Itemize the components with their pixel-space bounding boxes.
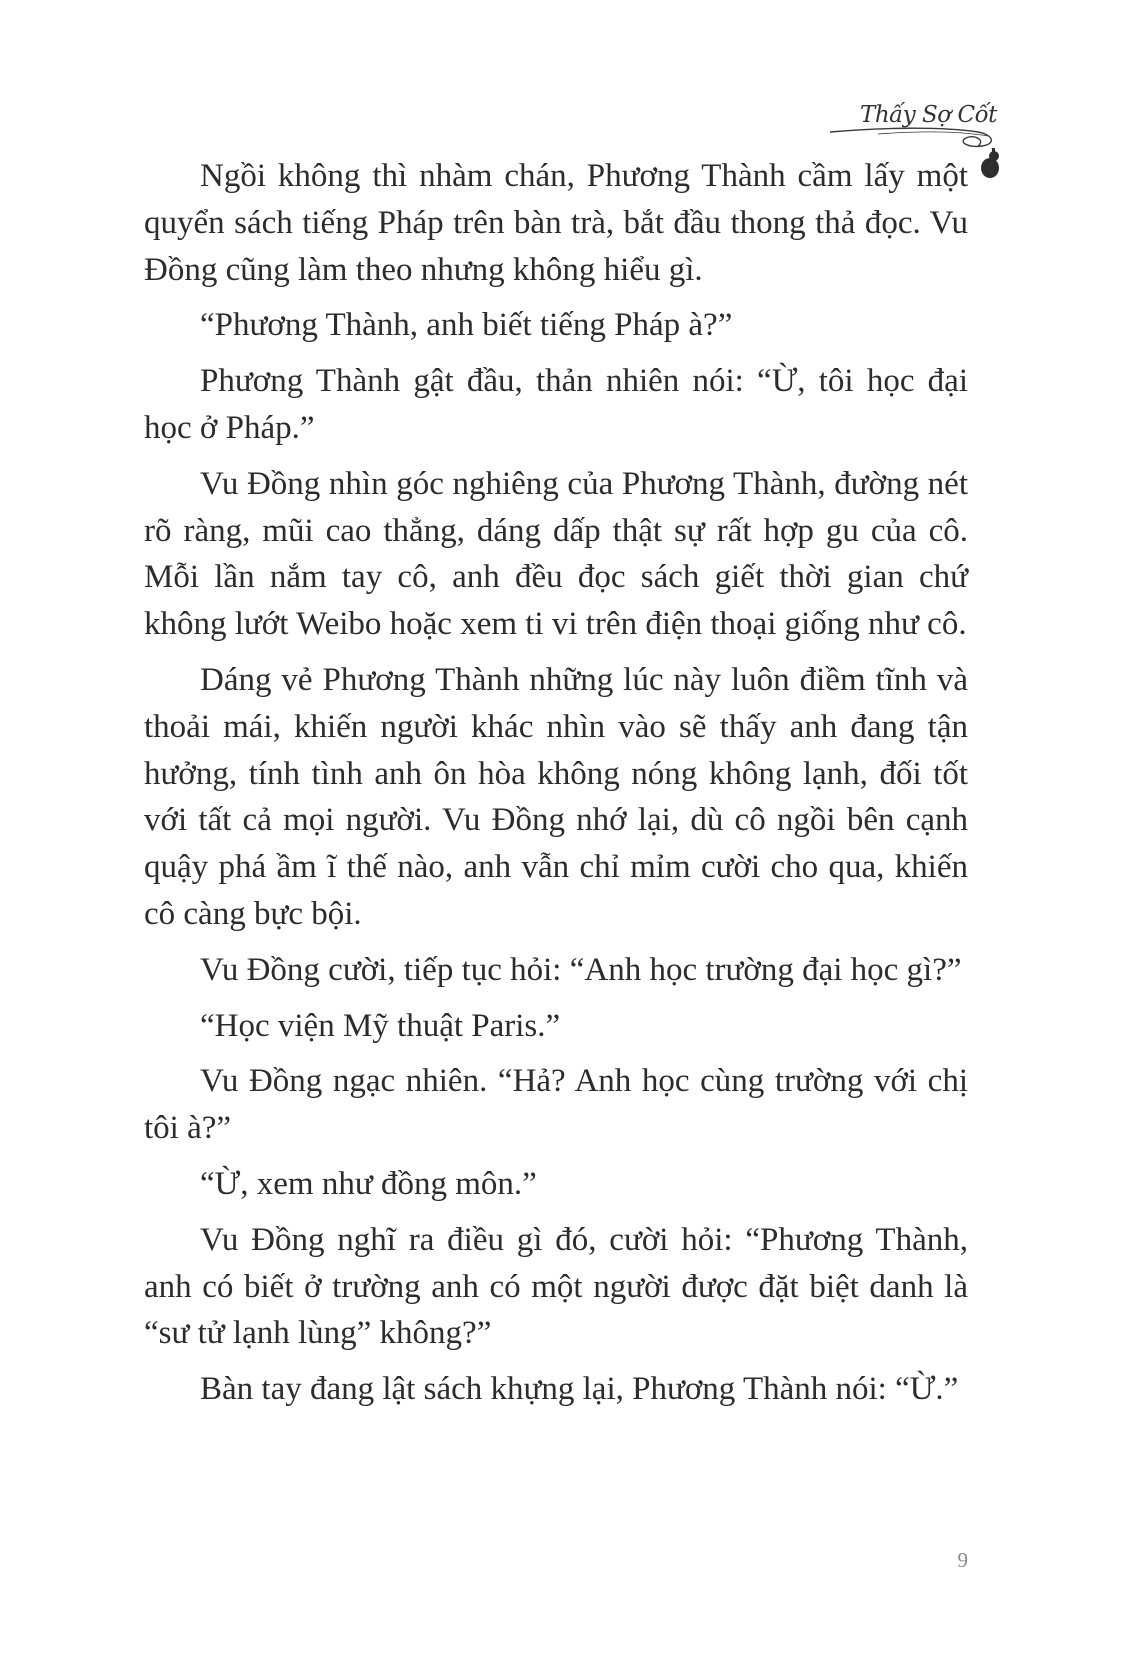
paragraph: Vu Đồng cười, tiếp tục hỏi: “Anh học trường đại học gì?” bbox=[200, 951, 962, 988]
paragraph: Vu Đồng nhìn góc nghiêng của Phương Thành, đường nét rõ ràng, mũi cao thẳng, dáng dấp thật sự rất hợp gu của cô. Mỗi lần nắm tay cô, anh đều đọc sách giết thời gian chứ không lướt Weibo hoặc xem ti vi trên điện thoại giống như cô. bbox=[144, 465, 968, 643]
paragraph: Vu Đồng nghĩ ra điều gì đó, cười hỏi: “Phương Thành, anh có biết ở trường anh có một người được đặt biệt danh là “sư tử lạnh lùng” không?” bbox=[144, 1221, 968, 1352]
paragraph: Ngồi không thì nhàm chán, Phương Thành cầm lấy một quyển sách tiếng Pháp trên bàn trà, bắt đầu thong thả đọc. Vu Đồng cũng làm theo nhưng không hiểu gì. bbox=[144, 158, 968, 288]
paragraph: Phương Thành gật đầu, thản nhiên nói: “Ừ, tôi học đại học ở Pháp.” bbox=[144, 363, 968, 446]
body-text bbox=[144, 153, 968, 1422]
paragraph: “Ừ, xem như đồng môn.” bbox=[200, 1165, 537, 1202]
paragraph: Vu Đồng ngạc nhiên. “Hả? Anh học cùng trường với chị tôi à?” bbox=[144, 1063, 968, 1147]
paragraph: “Phương Thành, anh biết tiếng Pháp à?” bbox=[200, 307, 733, 344]
page-number: 9 bbox=[957, 1548, 968, 1572]
paragraph: Bàn tay đang lật sách khựng lại, Phương Thành nói: “Ừ.” bbox=[200, 1371, 959, 1408]
running-header-title: Thấy Sợ Cốt bbox=[860, 102, 997, 128]
paragraph: Dáng vẻ Phương Thành những lúc này luôn điềm tĩnh và thoải mái, khiến người khác nhìn vào sẽ thấy anh đang tận hưởng, tính tình anh ôn hòa không nóng không lạnh, đối tốt với tất cả mọi người. Vu Đồng nhớ lại, dù cô ngồi bên cạnh quậy phá ầm ĩ thế nào, anh vẫn chỉ mỉm cười cho qua, khiến cô càng bực bội. bbox=[144, 661, 968, 932]
paragraph: “Học viện Mỹ thuật Paris.” bbox=[200, 1007, 561, 1044]
